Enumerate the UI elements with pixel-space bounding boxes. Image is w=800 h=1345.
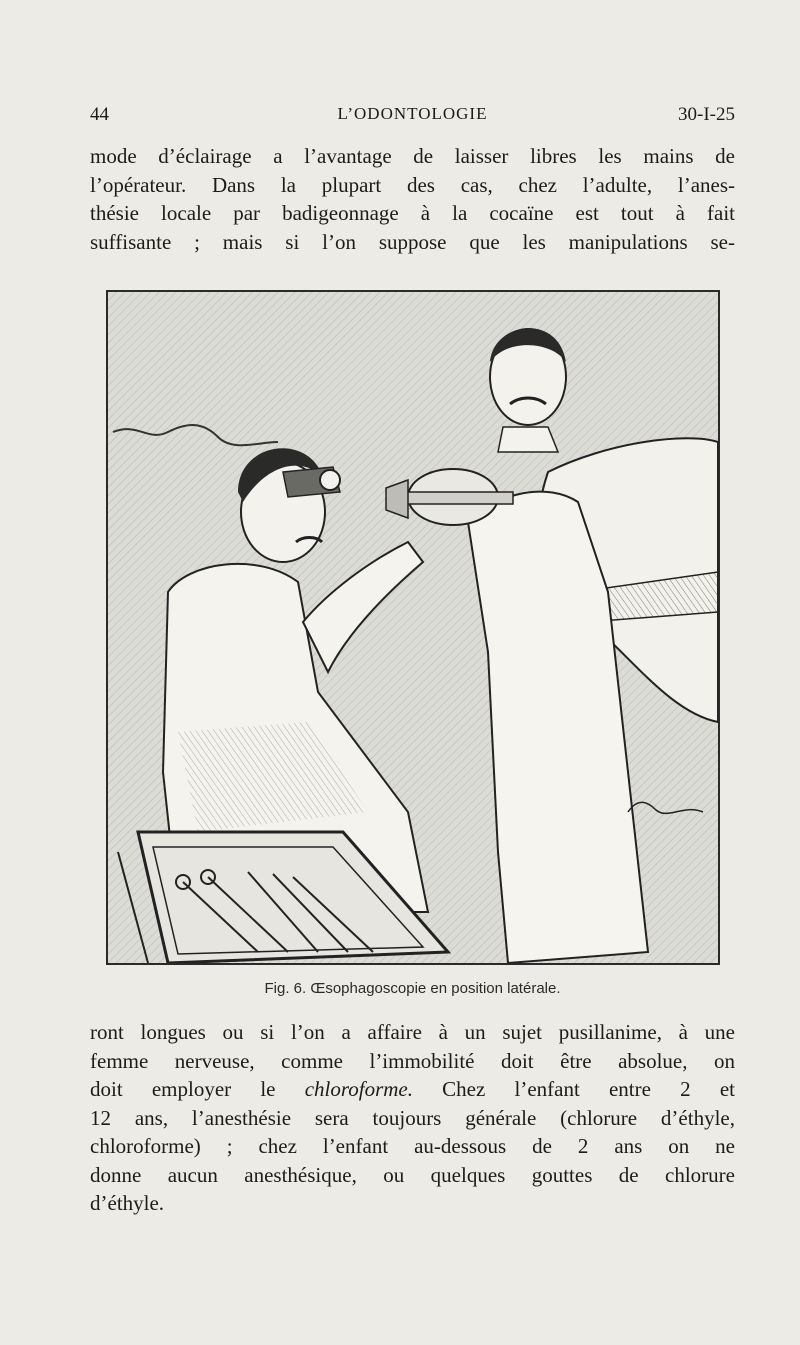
text-line-with-emphasis [90, 1075, 735, 1104]
text-line: femme nerveuse, comme l’immobilité doit être absolue, on [90, 1048, 735, 1073]
text-line: l’opérateur. Dans la plupart des cas, chez l’adulte, l’anes- [90, 172, 735, 197]
journal-title: L’ODONTOLOGIE [337, 104, 488, 123]
text-line: donne aucun anesthésique, ou quelques gouttes de chlorure [90, 1162, 735, 1187]
text-line: 12 ans, l’anesthésie sera toujours générale (chlorure d’éthyle, [90, 1105, 735, 1130]
text-fragment: doit employer le [90, 1077, 305, 1101]
text-line: suffisante ; mais si l’on suppose que les manipulations se- [90, 229, 735, 254]
engraving-esophagoscopy [108, 292, 718, 963]
text-line: d’éthyle. [90, 1191, 165, 1215]
text-line: chloroforme) ; chez l’enfant au-dessous de 2 ans on ne [90, 1134, 735, 1158]
paragraph-bottom [90, 1018, 735, 1218]
text-line: ront longues ou si l’on a affaire à un sujet pusillanime, à une [90, 1020, 735, 1044]
page-number: 44 [90, 104, 109, 125]
text-fragment: Chez l’enfant entre 2 et [412, 1077, 735, 1101]
text-line: thésie locale par badigeonnage à la cocaïne est tout à fait [90, 201, 735, 225]
figure-caption: Fig. 6. Œsophagoscopie en position latérale. [264, 980, 561, 997]
text-line: mode d’éclairage a l’avantage de laisser libres les mains de [90, 144, 735, 168]
paragraph-top [90, 142, 735, 256]
running-header [90, 104, 735, 130]
emphasized-term: chloroforme. [304, 1077, 413, 1101]
figure-illustration [106, 290, 720, 965]
issue-date: 30-I-25 [678, 104, 735, 125]
